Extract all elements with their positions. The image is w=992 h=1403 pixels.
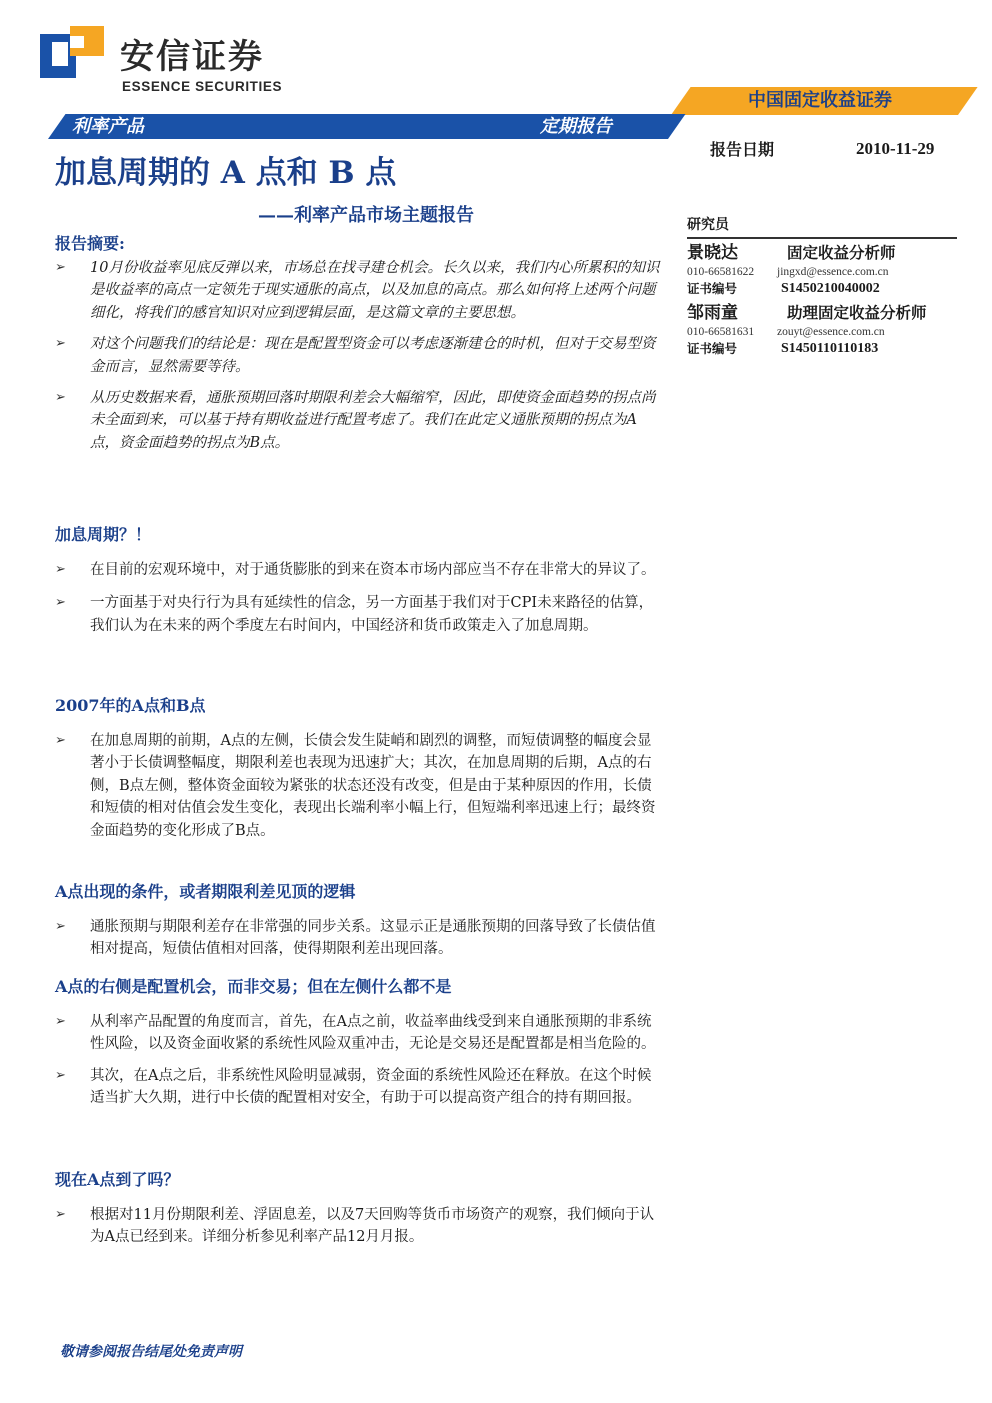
section-bullet-text: 在加息周期的前期，A点的左侧，长债会发生陡峭和剧烈的调整，而短债调整的幅度会显著小于长债调整幅度，期限利差也表现为迅速扩大；其次，在加息周期的后期，A点的右侧，B点左侧，整体资金面较为紧张的状态还没有改变，但是由于某种原因的作用，长债和短债的相对估值会发生变化，表现出长端利率小幅上行，但短端利率迅速上行；最终资金面趋势的变化形成了B点。 xyxy=(90,733,656,839)
analyst-name: 景晓达 xyxy=(687,243,738,263)
analyst-phone: 010-66581631 xyxy=(687,326,755,338)
summary-section xyxy=(55,233,661,454)
bullet-arrow-icon: ➢ xyxy=(55,1207,66,1222)
section-bullet-text: 从利率产品配置的角度而言，首先，在A点之前，收益率曲线受到来自通胀预期的非系统性风险，以及资金面收紧的系统性风险双重冲击，无论是交易还是配置都是相当危险的。 xyxy=(90,1014,656,1053)
section-heading: A点的右侧是配置机会，而非交易；但在左侧什么都不是 xyxy=(55,977,452,996)
section-bullet xyxy=(55,559,661,581)
section-a-point-condition xyxy=(55,881,661,961)
summary-bullet xyxy=(55,257,661,324)
section-bullet-text: 通胀预期与期限利差存在非常强的同步关系。这显示正是通胀预期的回落导致了长债估值相对提高，短债估值相对回落，使得期限利差出现回落。 xyxy=(90,919,656,958)
summary-bullet xyxy=(55,333,661,378)
analyst-title: 固定收益分析师 xyxy=(787,243,896,262)
section-bullet-text: 根据对11月份期限利差、浮固息差，以及7天回购等货币市场资产的观察，我们倾向于认为A点已经到来。详细分析参见利率产品12月月报。 xyxy=(90,1207,655,1246)
company-name-en: ESSENCE SECURITIES xyxy=(122,79,283,94)
analyst-contact xyxy=(687,324,957,340)
analyst-phone: 010-66581622 xyxy=(687,266,755,278)
section-bullet-text: 在目前的宏观环境中，对于通货膨胀的到来在资本市场内部应当不存在非常大的异议了。 xyxy=(90,562,656,578)
section-heading: 加息周期？！ xyxy=(55,525,152,544)
bullet-arrow-icon: ➢ xyxy=(55,390,66,406)
section-bullet-text: 其次，在A点之后，非系统性风险明显减弱，资金面的系统性风险还在释放。在这个时候适当扩大久期，进行中长债的配置相对安全，有助于可以提高资产组合的持有期回报。 xyxy=(90,1067,652,1107)
bullet-arrow-icon: ➢ xyxy=(55,733,66,748)
cert-label: 证书编号 xyxy=(687,281,738,296)
report-subtitle: ——利率产品市场主题报告 xyxy=(258,205,474,226)
section-bullet xyxy=(55,916,661,961)
analyst-cert xyxy=(687,340,957,358)
analyst-email[interactable]: jingxd@essence.com.cn xyxy=(777,266,889,278)
bullet-arrow-icon: ➢ xyxy=(55,1014,66,1029)
analyst-divider xyxy=(687,237,957,239)
banner-title: 中国固定收益证券 xyxy=(748,90,892,111)
section-bullet xyxy=(55,1065,661,1110)
analyst-cert xyxy=(687,280,957,298)
cert-label: 证书编号 xyxy=(687,341,738,356)
section-heading: 2007年的A点和B点 xyxy=(55,696,206,715)
section-rate-hike xyxy=(55,524,661,637)
section-heading: 现在A点到了吗？ xyxy=(55,1170,180,1189)
analyst-row xyxy=(687,302,957,324)
section-a-point-now xyxy=(55,1169,661,1249)
summary-bullet xyxy=(55,387,661,454)
cert-number: S1450110110183 xyxy=(781,341,879,356)
report-date-value: 2010-11-29 xyxy=(856,139,935,158)
category-right: 定期报告 xyxy=(540,116,612,137)
report-title: 加息周期的 A 点和 B 点 xyxy=(55,155,397,191)
section-bullet xyxy=(55,592,661,637)
analyst-contact xyxy=(687,264,957,280)
company-name-cn: 安信证券 xyxy=(120,37,264,77)
bullet-arrow-icon: ➢ xyxy=(55,562,66,577)
bullet-arrow-icon: ➢ xyxy=(55,336,66,352)
analyst-panel xyxy=(687,216,957,358)
section-bullet xyxy=(55,1011,661,1056)
bullet-arrow-icon: ➢ xyxy=(55,260,66,275)
cert-number: S1450210040002 xyxy=(781,281,880,296)
report-date-label: 报告日期 xyxy=(710,140,775,159)
bullet-arrow-icon: ➢ xyxy=(55,595,66,611)
section-bullet xyxy=(55,1204,661,1249)
summary-bullet-text: 对这个问题我们的结论是：现在是配置型资金可以考虑逐渐建仓的时机，但对于交易型资金而言，显然需要等待。 xyxy=(90,336,656,375)
essence-logo-icon xyxy=(40,26,104,78)
summary-bullet-text: 从历史数据来看，通胀预期回落时期限利差会大幅缩窄，因此，即使资金面趋势的拐点尚未全面到来，可以基于持有期收益进行配置考虑了。我们在此定义通胀预期的拐点为A点，资金面趋势的拐点为B点。 xyxy=(90,390,656,451)
analyst-section-label: 研究员 xyxy=(687,217,729,233)
disclaimer-notice: 敬请参阅报告结尾处免责声明 xyxy=(60,1344,242,1360)
analyst-row xyxy=(687,242,957,264)
section-2007 xyxy=(55,695,661,842)
analyst-email[interactable]: zouyt@essence.com.cn xyxy=(777,326,885,338)
section-allocation xyxy=(55,976,661,1110)
summary-bullet-text: 10月份收益率见底反弹以来，市场总在找寻建仓机会。长久以来，我们内心所累积的知识是收益率的高点一定领先于现实通胀的高点，以及加息的高点。那么如何将上述两个问题细化，将我们的感官知识对应到逻辑层面，是这篇文章的主要思想。 xyxy=(90,260,660,321)
section-bullet xyxy=(55,730,661,842)
bullet-arrow-icon: ➢ xyxy=(55,919,66,934)
section-bullet-text: 一方面基于对央行行为具有延续性的信念，另一方面基于我们对于CPI未来路径的估算，我们认为在未来的两个季度左右时间内，中国经济和货币政策走入了加息周期。 xyxy=(90,595,654,634)
section-heading: A点出现的条件，或者期限利差见顶的逻辑 xyxy=(55,882,356,901)
analyst-title: 助理固定收益分析师 xyxy=(787,303,927,322)
category-left: 利率产品 xyxy=(72,116,144,137)
bullet-arrow-icon: ➢ xyxy=(55,1067,66,1083)
summary-heading: 报告摘要: xyxy=(55,234,125,253)
analyst-name: 邹雨童 xyxy=(687,303,738,323)
